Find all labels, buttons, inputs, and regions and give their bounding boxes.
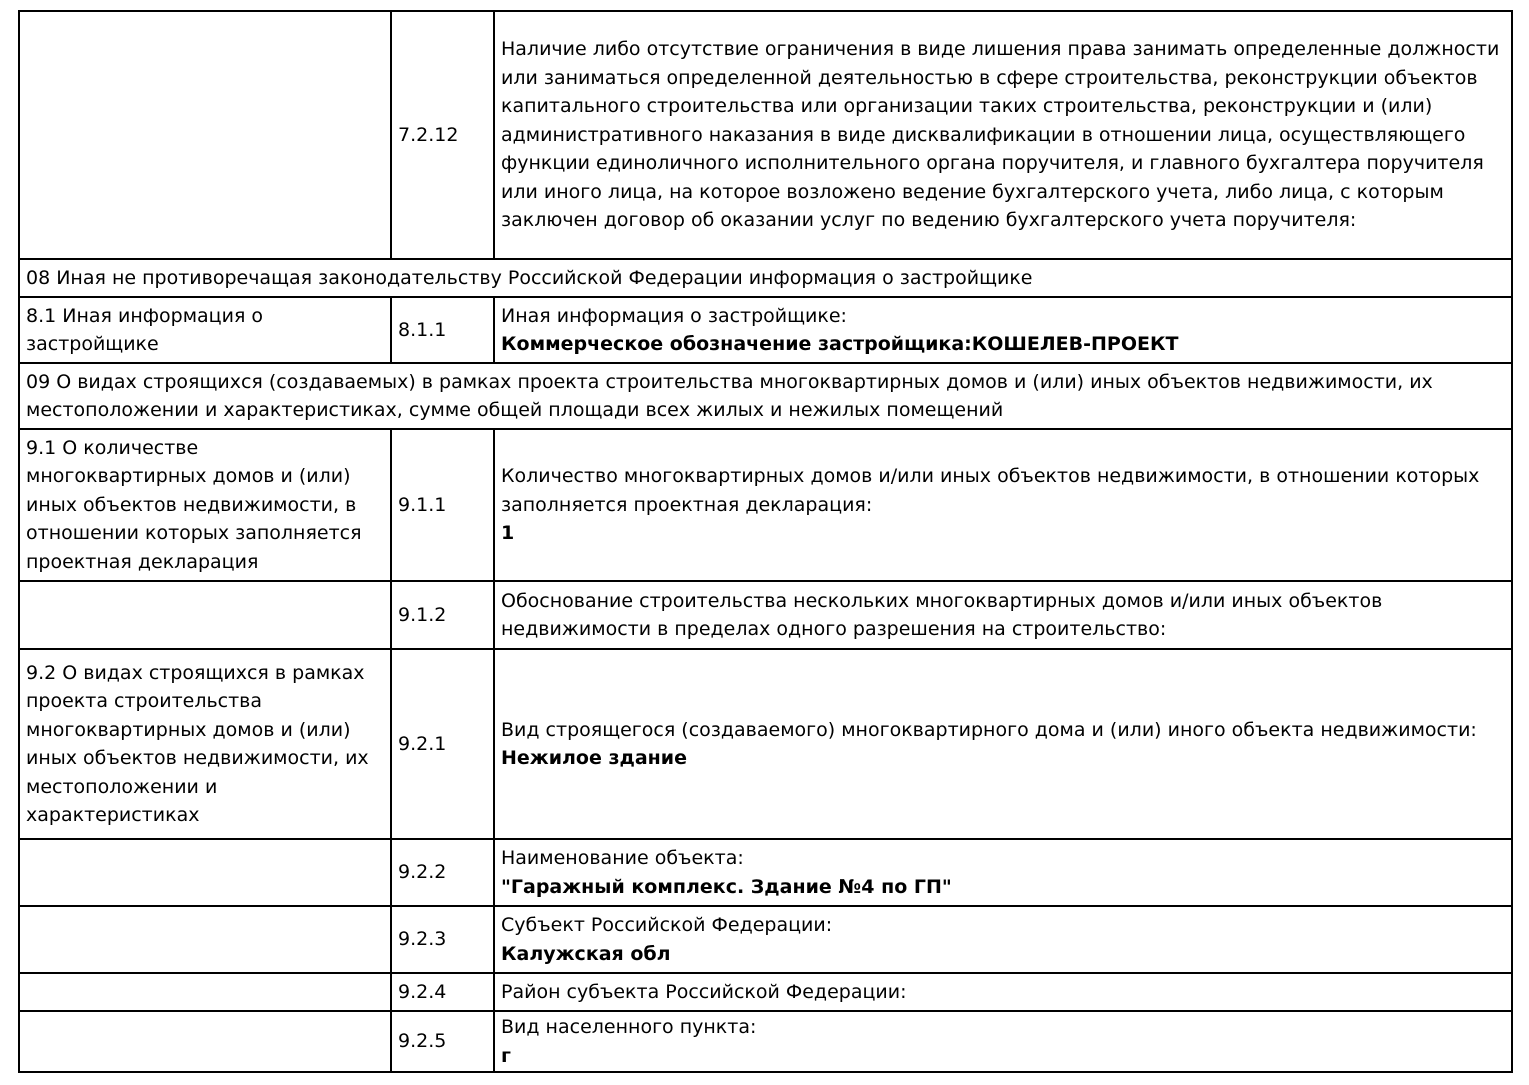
item-content-cell	[494, 429, 1512, 581]
item-number: 8.1.1	[391, 297, 494, 363]
item-number: 9.1.1	[391, 429, 494, 581]
field-label: Вид населенного пункта:	[501, 1016, 757, 1038]
field-label: Обоснование строительства нескольких многоквартирных домов и/или иных объектов недвижимости в пределах одного разрешения на строительство:	[501, 589, 1383, 640]
field-value: "Гаражный комплекс. Здание №4 по ГП"	[501, 875, 952, 898]
item-content-cell	[494, 973, 1512, 1011]
item-content-cell	[494, 649, 1512, 839]
item-content-cell	[494, 1011, 1512, 1072]
field-value: Нежилое здание	[501, 747, 688, 769]
section-header: 08 Иная не противоречащая законодательству Российской Федерации информация о застройщике	[19, 259, 1512, 297]
section-label-cell-empty	[19, 906, 391, 973]
table-row-9-2-3	[19, 906, 1512, 973]
section-row-08	[19, 259, 1512, 297]
section-label-cell: 9.1 О количестве многоквартирных домов и (или) иных объектов недвижимости, в отношении которых заполняется проектная декларация	[19, 429, 391, 581]
item-content-cell	[494, 581, 1512, 649]
field-value: 1	[501, 522, 515, 545]
field-label: Иная информация о застройщике:	[501, 304, 847, 327]
section-label-cell-empty	[19, 1011, 391, 1072]
field-label: Район субъекта Российской Федерации:	[501, 980, 907, 1003]
field-label: Вид строящегося (создаваемого) многоквартирного дома и (или) иного объекта недвижимости:	[501, 718, 1477, 741]
table-row-9-2-5	[19, 1011, 1512, 1072]
section-header: 09 О видах строящихся (создаваемых) в рамках проекта строительства многоквартирных домов и (или) иных объектов недвижимости, их местоположении и характеристиках, сумме общей площади всех жилых и нежилых помещений	[19, 363, 1512, 429]
section-label-cell-empty	[19, 581, 391, 649]
project-declaration-table	[18, 10, 1513, 1073]
table-row-9-2-1	[19, 649, 1512, 839]
table-row-9-1-2	[19, 581, 1512, 649]
item-number: 9.2.1	[391, 649, 494, 839]
field-label: Наличие либо отсутствие ограничения в виде лишения права занимать определенные должности или заниматься определенной деятельностью в сфере строительства, реконструкции объектов капитального строительства или организации таких строительства, реконструкции и (или) административного наказания в виде дисквалификации в отношении лица, осуществляющего функции единоличного исполнительного органа поручителя, и главного бухгалтера поручителя или иного лица, на которое возложено ведение бухгалтерского учета, либо лица, с которым заключен договор об оказании услуг по ведению бухгалтерского учета поручителя:	[501, 38, 1500, 232]
item-number: 7.2.12	[391, 11, 494, 259]
section-row-09	[19, 363, 1512, 429]
field-value: г	[501, 1044, 511, 1067]
section-label-cell: 9.2 О видах строящихся в рамках проекта строительства многоквартирных домов и (или) иных объектов недвижимости, их местоположении и характеристиках	[19, 649, 391, 839]
item-number: 9.2.4	[391, 973, 494, 1011]
field-value: Коммерческое обозначение застройщика:КОШЕЛЕВ-ПРОЕКТ	[501, 333, 1179, 355]
item-number: 9.2.5	[391, 1011, 494, 1072]
section-label-cell-empty	[19, 11, 391, 259]
table-row-7-2-12	[19, 11, 1512, 259]
item-content-cell	[494, 297, 1512, 363]
field-value: Калужская обл	[501, 942, 671, 965]
table-row-9-1-1	[19, 429, 1512, 581]
table-row-9-2-4	[19, 973, 1512, 1011]
table-row-9-2-2	[19, 839, 1512, 906]
field-label: Наименование объекта:	[501, 847, 744, 869]
section-label-cell-empty	[19, 973, 391, 1011]
item-content-cell	[494, 11, 1512, 259]
item-content-cell	[494, 906, 1512, 973]
field-label: Субъект Российской Федерации:	[501, 914, 833, 936]
item-number: 9.2.3	[391, 906, 494, 973]
field-label: Количество многоквартирных домов и/или иных объектов недвижимости, в отношении которых заполняется проектная декларация:	[501, 465, 1480, 516]
section-label-cell: 8.1 Иная информация о застройщике	[19, 297, 391, 363]
item-content-cell	[494, 839, 1512, 906]
section-label-cell-empty	[19, 839, 391, 906]
item-number: 9.1.2	[391, 581, 494, 649]
item-number: 9.2.2	[391, 839, 494, 906]
table-row-8-1-1	[19, 297, 1512, 363]
